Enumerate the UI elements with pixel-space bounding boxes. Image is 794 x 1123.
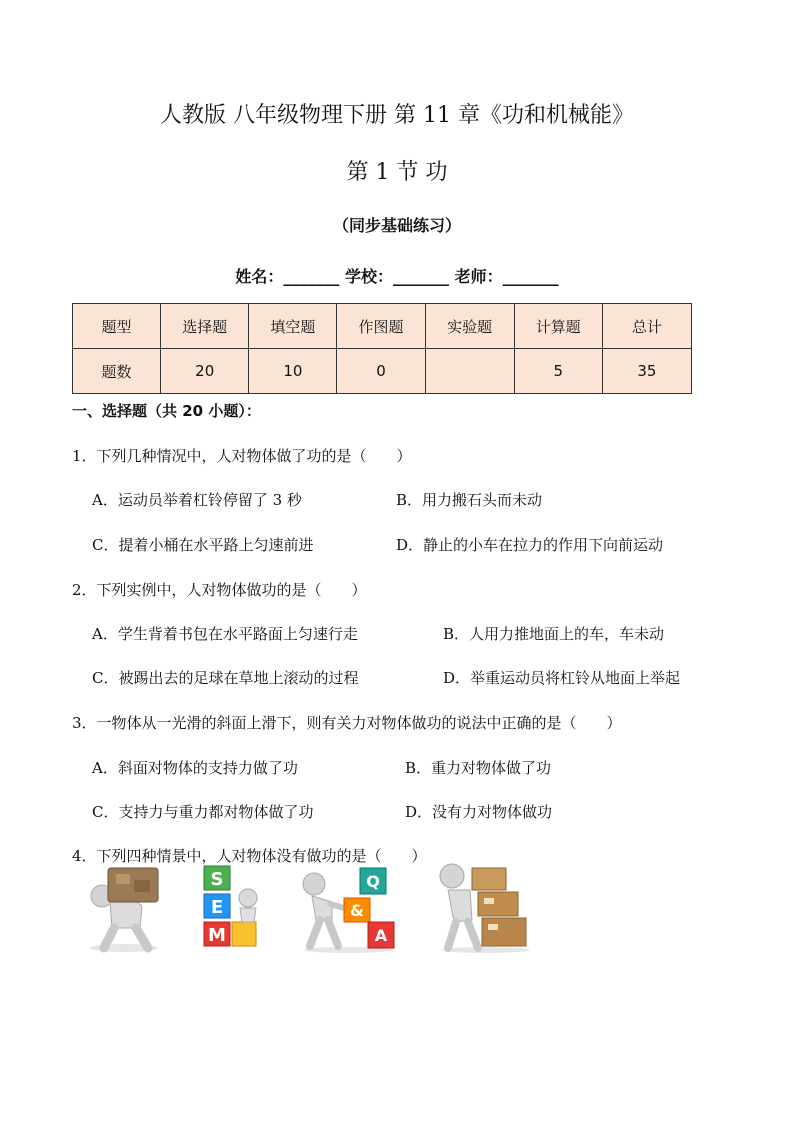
document-title: 人教版 八年级物理下册 第 11 章《功和机械能》 [160, 103, 634, 128]
figure-pushing-cubes-image [298, 862, 398, 954]
question-1-stem: 1．下列几种情况中，人对物体做了功的是（ ） [72, 447, 412, 465]
score-table [72, 303, 692, 394]
question-3-option-d: D．没有力对物体做功 [405, 803, 553, 821]
table-cell: 题型 [73, 304, 161, 349]
question-2-option-d: D．举重运动员将杠铃从地面上举起 [443, 669, 681, 687]
question-2-stem: 2．下列实例中，人对物体做功的是（ ） [72, 581, 367, 599]
question-4-stem: 4．下列四种情景中，人对物体没有做功的是（ ） [72, 847, 427, 865]
table-cell: 35 [602, 349, 691, 394]
student-info-line: 姓名：_______ 学校：_______ 老师：_______ [235, 267, 559, 286]
letter-blocks-image [196, 862, 268, 954]
table-row [73, 349, 692, 394]
table-cell: 填空题 [249, 304, 337, 349]
subtitle: （同步基础练习） [332, 216, 461, 235]
table-cell: 总计 [602, 304, 691, 349]
table-header-row [73, 304, 692, 349]
question-3-stem: 3．一物体从一光滑的斜面上滑下，则有关力对物体做功的说法中正确的是（ ） [72, 714, 622, 732]
cube-letter: Q [366, 872, 380, 891]
figure-carrying-stacked-boxes-image [430, 862, 534, 954]
question-1-option-a: A．运动员举着杠铃停留了 3 秒 [92, 491, 302, 509]
cube-letter: M [208, 925, 226, 946]
table-cell: 选择题 [161, 304, 249, 349]
table-cell: 题数 [73, 349, 161, 394]
table-cell: 计算题 [514, 304, 602, 349]
question-3-option-c: C．支持力与重力都对物体做了功 [92, 803, 314, 821]
cube-letter: & [350, 901, 364, 920]
question-1-option-b: B．用力搬石头而未动 [396, 491, 543, 509]
table-cell: 0 [337, 349, 425, 394]
question-2-option-c: C．被踢出去的足球在草地上滚动的过程 [92, 669, 359, 687]
figure-carrying-box-image [82, 862, 166, 954]
question-3-option-a: A．斜面对物体的支持力做了功 [92, 759, 298, 777]
section-title: 第 1 节 功 [346, 160, 448, 185]
cube-letter: S [210, 869, 224, 890]
table-cell: 10 [249, 349, 337, 394]
question-1-option-d: D．静止的小车在拉力的作用下向前运动 [396, 536, 664, 554]
part-heading: 一、选择题（共 20 小题）： [72, 402, 261, 420]
cube-letter: A [374, 926, 388, 945]
question-3-option-b: B．重力对物体做了功 [405, 759, 552, 777]
question-2-option-b: B．人用力推地面上的车，车未动 [443, 625, 665, 643]
cube-letter: E [210, 897, 224, 918]
question-2-option-a: A．学生背着书包在水平路面上匀速行走 [92, 625, 358, 643]
table-cell: 实验题 [425, 304, 514, 349]
table-cell: 5 [514, 349, 602, 394]
table-cell: 20 [161, 349, 249, 394]
table-cell: 作图题 [337, 304, 425, 349]
table-cell [425, 349, 514, 394]
question-1-option-c: C．提着小桶在水平路上匀速前进 [92, 536, 314, 554]
